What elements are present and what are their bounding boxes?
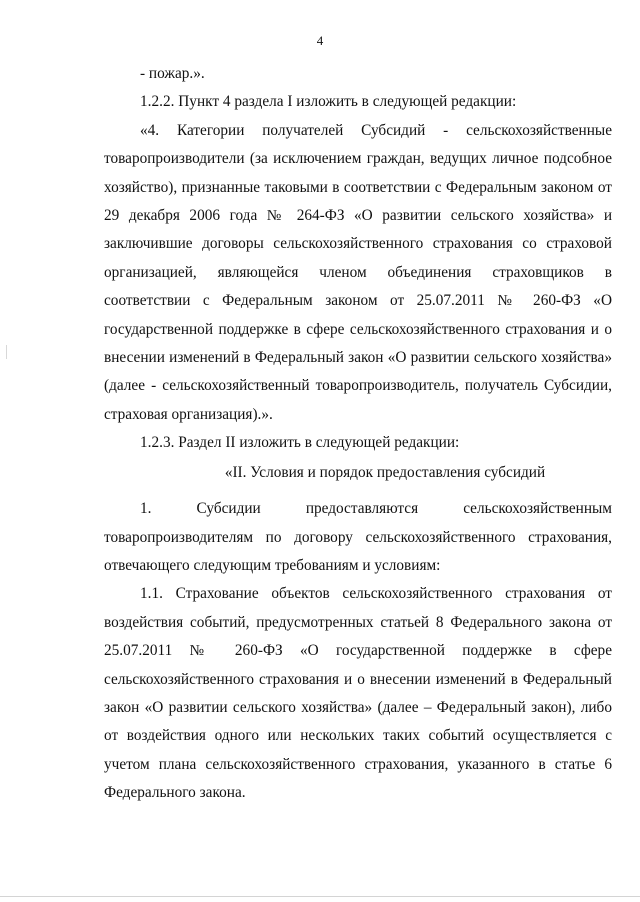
paragraph-insurance-objects: 1.1. Страхование объектов сельскохозяйственного страхования от воздействия событий, предусмотренных статьей 8 Федерального закона от 25.07.2011 № 260-ФЗ «О государственной поддержке в сфере сельскохозяйственного страхования и о внесении изменений в Федеральный закон «О развитии сельского хозяйства» (далее – Федеральный закон), либо от воздействия одного или нескольких таких событий осуществляется с учетом плана сельскохозяйственного страхования, указанного в статье 6 Федерального закона. [104, 585, 612, 802]
section-heading: «II. Условия и порядок предоставления субсидий [224, 463, 546, 481]
document-body [104, 60, 612, 808]
page-number: 4 [316, 33, 324, 48]
page-bottom-edge [0, 896, 640, 897]
paragraph-fire-ending: - пожар.». [140, 65, 205, 82]
paragraph-amendment-1-2-3: 1.2.3. Раздел II изложить в следующей редакции: [140, 434, 460, 452]
paragraph-subsidy-conditions: 1. Субсидии предоставляются сельскохозяйственным товаропроизводителям по договору сельскохозяйственного страхования, отвечающего следующим требованиям и условиям: [104, 500, 612, 574]
paragraph-amendment-1-2-2: 1.2.2. Пункт 4 раздела I изложить в следующей редакции: [140, 93, 517, 111]
paragraph-recipient-categories: «4. Категории получателей Субсидий - сельскохозяйственные товаропроизводители (за исключением граждан, ведущих личное подсобное хозяйство), признанные таковыми в соответствии с Федеральным законом от 29 декабря 2006 года № 264-ФЗ «О развитии сельского хозяйства» и заключившие договоры сельскохозяйственного страхования со страховой организацией, являющейся членом объединения страховщиков в соответствии с Федеральным законом от 25.07.2011 № 260-ФЗ «О государственной поддержке в сфере сельскохозяйственного страхования и о внесении изменений в Федеральный закон «О развитии сельского хозяйства» (далее - сельскохозяйственный товаропроизводитель, получатель Субсидии, страховая организация).». [104, 121, 612, 423]
scan-margin-mark [6, 345, 7, 359]
